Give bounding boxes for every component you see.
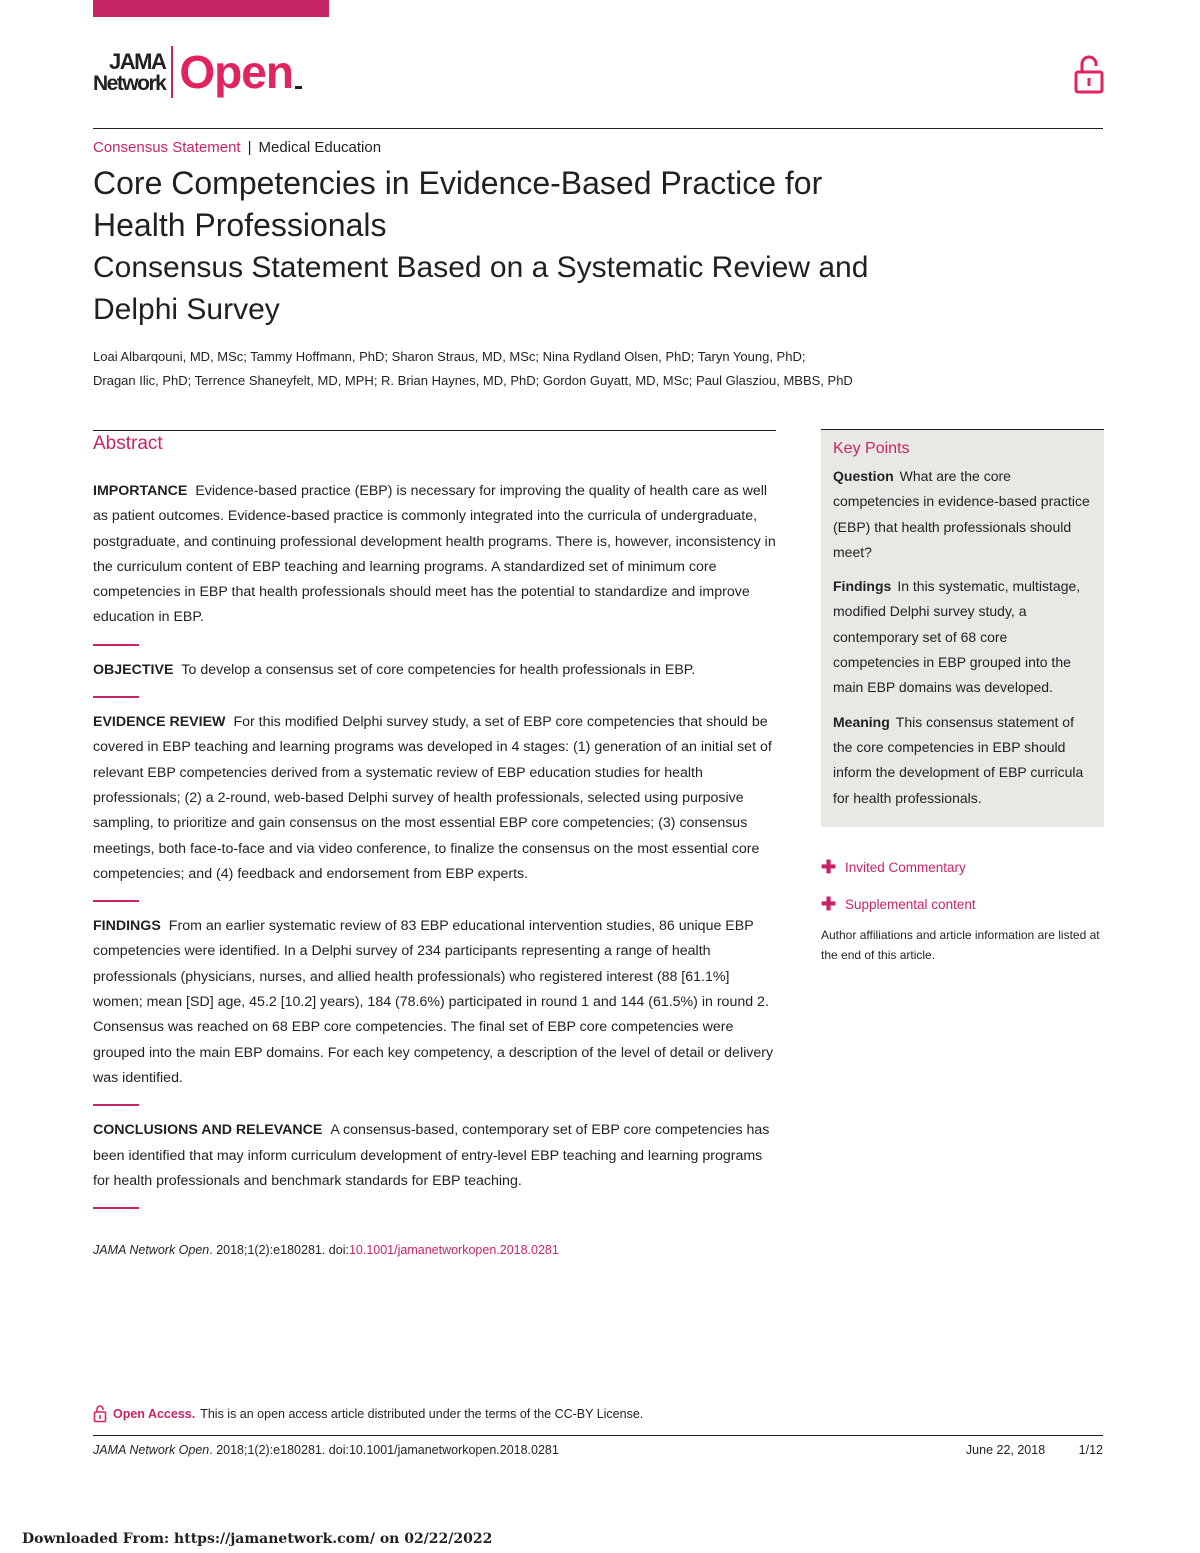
- key-points-box: [821, 429, 1104, 827]
- key-points-heading: Key Points: [833, 440, 910, 457]
- key-points-findings: [833, 574, 1092, 700]
- evidence-review-text: For this modified Delphi survey study, a set of EBP core competencies that should be covered in EBP teaching and learning programs was developed in 4 stages: (1) generation of an initial set of relevant EBP competencies derived from a systematic review of EBP education studies for health professionals; (2) a 2-round, web-based Delphi survey of health professionals, selected using purposive sampling, to prioritize and gain consensus on the most essential EBP core competencies; (3) consensus meetings, both face-to-face and via video conference, to finalize the consensus on the most essential core competencies; and (4) feedback and endorsement from EBP experts.: [93, 714, 772, 882]
- plus-icon: ✚: [821, 893, 837, 914]
- abstract-heading: Abstract: [93, 433, 163, 454]
- author-list-line-2: Dragan Ilic, PhD; Terrence Shaneyfelt, MD, MPH; R. Brian Haynes, MD, PhD; Gordon Guyatt, MD, MSc; Paul Glasziou, MBBS, PhD: [93, 373, 853, 388]
- author-list-line-1: Loai Albarqouni, MD, MSc; Tammy Hoffmann, PhD; Sharon Straus, MD, MSc; Nina Rydland Olsen, PhD; Taryn Young, PhD;: [93, 349, 806, 364]
- conclusions-text: A consensus-based, contemporary set of EBP core competencies has been identified that may inform curriculum development of entry-level EBP teaching and learning programs for health professionals and benchmark standards for EBP teaching.: [93, 1122, 770, 1189]
- key-points-meaning: [833, 710, 1092, 811]
- logo-dot: [295, 86, 302, 89]
- abstract-evidence-review: [93, 710, 776, 887]
- supplemental-content-label: Supplemental content: [845, 896, 976, 912]
- logo-jama-text: JAMA: [109, 48, 166, 74]
- header-rule: [93, 128, 1103, 129]
- article-category[interactable]: Consensus Statement: [93, 139, 241, 156]
- logo-divider: [171, 46, 173, 98]
- meaning-label: Meaning: [833, 713, 890, 730]
- importance-text: Evidence-based practice (EBP) is necessary for improving the quality of health care as well as patient outcomes. Evidence-based practice is commonly integrated into the curricula of undergraduate, postgraduate, and continuing professional development health programs. There is, however, inconsistency in the curriculum content of EBP teaching and learning programs. A standardized set of minimum core competencies in EBP that health professionals should meet has the potential to standardize and improve education in EBP.: [93, 483, 776, 626]
- open-access-label: Open Access.: [113, 1406, 196, 1421]
- invited-commentary-link[interactable]: [821, 855, 1104, 879]
- abstract-body: [93, 479, 776, 1221]
- footer-citation: [93, 1443, 559, 1457]
- article-subtitle: Consensus Statement Based on a Systematic Review and Delphi Survey: [93, 251, 869, 326]
- page-number: 1/12: [1078, 1443, 1103, 1457]
- open-access-lock-icon: [93, 1404, 107, 1423]
- kp-findings-label: Findings: [833, 578, 892, 595]
- footer-meta: [966, 1443, 1103, 1457]
- abstract-objective: [93, 658, 776, 683]
- kp-findings-text: In this systematic, multistage, modified Delphi survey study, a contemporary set of 68 core competencies in EBP grouped into the main EBP domains was developed.: [833, 578, 1081, 696]
- doi-link[interactable]: 10.1001/jamanetworkopen.2018.0281: [348, 1243, 559, 1257]
- logo-open-text: Open: [179, 46, 293, 98]
- importance-label: IMPORTANCE: [93, 483, 188, 499]
- footer-journal: JAMA Network Open: [93, 1443, 210, 1457]
- abstract-citation: [93, 1243, 559, 1257]
- meaning-text: This consensus statement of the core competencies in EBP should inform the development of EBP curricula for health professionals.: [833, 713, 1084, 806]
- article-type-separator: |: [247, 139, 252, 156]
- author-list: [93, 345, 913, 393]
- open-access-lock-icon[interactable]: [1073, 53, 1105, 95]
- supplemental-content-link[interactable]: [821, 892, 1104, 916]
- logo-network-text: Network: [93, 71, 166, 95]
- article-title: Core Competencies in Evidence-Based Practice for Health Professionals: [93, 165, 823, 243]
- author-affiliations-note: Author affiliations and article information are listed at the end of this article.: [821, 928, 1100, 962]
- evidence-review-label: EVIDENCE REVIEW: [93, 714, 226, 731]
- objective-text: To develop a consensus set of core competencies for health professionals in EBP.: [181, 661, 696, 678]
- abstract-importance: [93, 479, 776, 631]
- article-type-line: [93, 139, 381, 156]
- abstract-rule: [93, 430, 776, 431]
- citation-journal: JAMA Network Open: [93, 1243, 210, 1257]
- brand-color-bar: [93, 0, 329, 17]
- download-stamp: Downloaded From: https://jamanetwork.com/ on 02/22/2022: [22, 1531, 493, 1547]
- plus-icon: ✚: [821, 856, 837, 877]
- key-points-question: [833, 464, 1092, 565]
- section-divider: [93, 900, 139, 902]
- question-text: What are the core competencies in evidence-based practice (EBP) that health professionals should meet?: [833, 468, 1090, 560]
- abstract-findings: [93, 914, 776, 1091]
- findings-text: From an earlier systematic review of 83 EBP educational intervention studies, 86 unique EBP competencies were identified. In a Delphi survey of 234 participants representing a range of health professionals (physicians, nurses, and allied health professionals) who registered interest (88 [61.1%] women; mean [SD] age, 45.2 [10.2] years), 184 (78.6%) participated in round 1 and 144 (61.5%) in round 2. Consensus was reached on 68 EBP core competencies. The final set of EBP core competencies were grouped into the main EBP domains. For each key competency, a description of the level of detail or delivery was identified.: [93, 918, 774, 1086]
- section-divider: [93, 696, 139, 698]
- side-links: [821, 855, 1104, 965]
- objective-label: OBJECTIVE: [93, 661, 174, 678]
- footer-ref: . 2018;1(2):e180281. doi:10.1001/jamanetworkopen.2018.0281: [209, 1443, 559, 1457]
- invited-commentary-label: Invited Commentary: [845, 859, 966, 875]
- publication-date: June 22, 2018: [965, 1443, 1046, 1457]
- conclusions-label: CONCLUSIONS AND RELEVANCE: [93, 1122, 323, 1139]
- section-divider: [93, 1207, 139, 1209]
- question-label: Question: [833, 468, 894, 484]
- section-divider: [93, 1104, 139, 1106]
- findings-label: FINDINGS: [93, 918, 161, 935]
- open-access-statement: [93, 1404, 643, 1423]
- logo-wordmark: [93, 48, 166, 95]
- footer-rule: [93, 1435, 1103, 1436]
- jama-network-open-logo[interactable]: [93, 43, 302, 101]
- open-access-text: This is an open access article distributed under the terms of the CC-BY License.: [200, 1406, 644, 1421]
- citation-ref: . 2018;1(2):e180281. doi:: [209, 1243, 349, 1257]
- article-section: Medical Education: [258, 139, 382, 156]
- section-divider: [93, 644, 139, 646]
- abstract-conclusions: [93, 1118, 776, 1194]
